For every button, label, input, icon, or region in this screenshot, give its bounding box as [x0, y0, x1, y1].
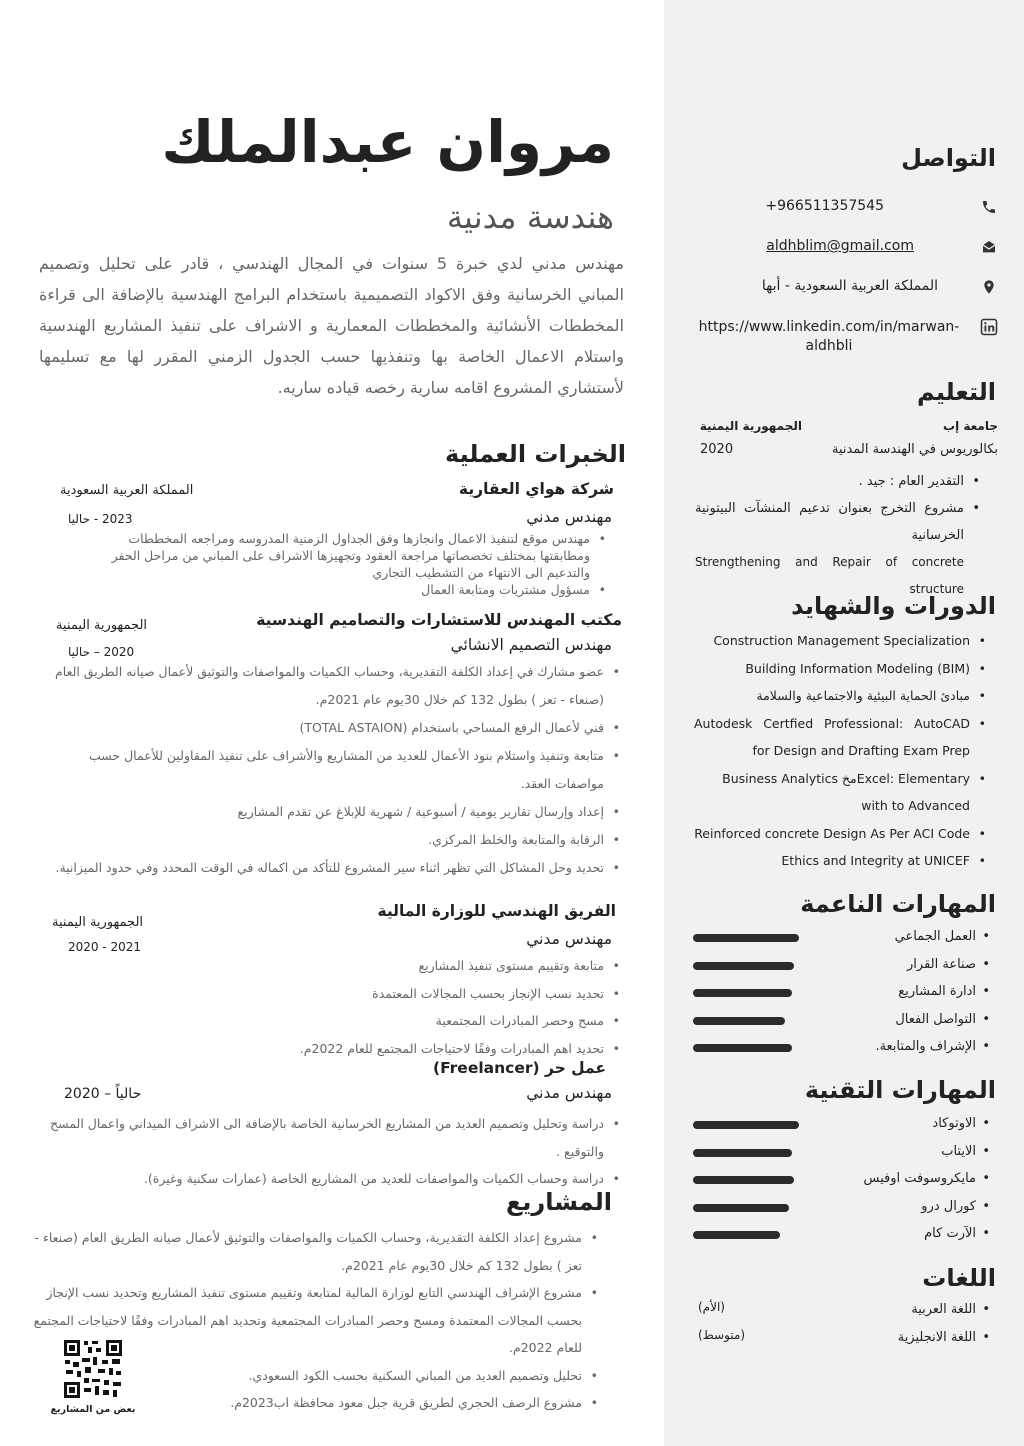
- job1-role: مهندس مدني: [526, 508, 612, 526]
- list-item: • مشروع إعداد الكلفة التقديرية، وحساب الكميات والمواصفات والتوثيق لأعمال صيانه الطريق العام (صنعاء - تعز ) بطول 132 كم خلال 30يوم عام 2021م.: [28, 1224, 598, 1279]
- courses-list: [694, 627, 986, 875]
- skill-name: • ادارة المشاريع: [898, 984, 976, 999]
- phone-text: +966511357545: [765, 198, 884, 214]
- candidate-name: مروان عبدالملك: [161, 108, 614, 176]
- skill-level-bar: [693, 962, 794, 970]
- projects-heading: المشاريع: [506, 1188, 612, 1216]
- list-item: • إعداد وإرسال تقارير يومية / أسبوعية / شهرية للإبلاغ عن تقدم المشاريع: [50, 798, 620, 826]
- list-item: • مسؤول مشتريات ومتابعة العمال: [86, 581, 606, 598]
- linkedin-link[interactable]: https://www.linkedin.com/in/marwan-aldhbli: [698, 319, 960, 354]
- skill-name: • العمل الجماعي: [895, 929, 976, 944]
- job1-company: شركة هواي العقارية: [458, 480, 614, 498]
- job1-bullets: [86, 530, 606, 598]
- skill-name: • مايكروسوفت اوفيس: [864, 1171, 977, 1186]
- list-item: • مبادئ الحماية البيئية والاجتماعية والسلامة: [694, 682, 986, 710]
- map-pin-icon: [978, 276, 1000, 298]
- job4-bullets: [50, 1110, 620, 1193]
- job2-location: الجمهورية اليمنية: [56, 618, 148, 633]
- list-item: • دراسة وتحليل وتصميم العديد من المشاريع الخرسانية الخاصة بالإضافة الى الاشراف الميداني واعمال المسح والتوقيع .: [50, 1110, 620, 1165]
- list-item: • دراسة وحساب الكميات والمواصفات للعديد من المشاريع الخاصة (عمارات سكنية وغيرة).: [50, 1165, 620, 1193]
- job3-role: مهندس مدني: [526, 930, 612, 948]
- linkedin-icon: [978, 316, 1000, 338]
- list-item: • تحديد نسب الإنجاز بحسب المجالات المعتمدة: [50, 980, 620, 1008]
- job4-company: عمل حر (Freelancer): [432, 1059, 606, 1077]
- skill-level-bar: [693, 1017, 785, 1025]
- university-name: جامعة إب: [943, 419, 998, 433]
- skill-level-bar: [693, 1231, 780, 1239]
- experience-heading: الخبرات العملية: [445, 440, 626, 468]
- list-item: • متابعة وتقييم مستوى تنفيذ المشاريع: [50, 952, 620, 980]
- skill-name: • التواصل الفعال: [895, 1012, 976, 1027]
- list-item: • Building Information Modeling (BIM): [694, 655, 986, 683]
- contact-phone-row: [690, 196, 1000, 220]
- list-item: • تحديد اهم المبادرات وفقًا لاحتياجات المجتمع للعام 2022م.: [50, 1035, 620, 1063]
- list-item: • تحديد وحل المشاكل التي تظهر اثناء سير المشروع للتأكد من اكماله في الوقت المحدد وفي حدود الميزانية.: [50, 854, 620, 882]
- list-item: • الرقابة والمتابعة والخلط المركزي.: [50, 826, 620, 854]
- contact-heading: التواصل: [901, 144, 996, 172]
- skill-level-bar: [693, 1149, 792, 1157]
- list-item: • Excel: Elementaryمخ Business Analytics with to Advanced: [694, 765, 986, 820]
- job4-date: حالياً – 2020: [64, 1086, 142, 1102]
- contact-location-row: [690, 276, 1000, 300]
- job2-company: مكتب المهندس للاستشارات والتصاميم الهندسية: [256, 611, 622, 629]
- tech-skills-heading: المهارات التقنية: [804, 1076, 996, 1104]
- envelope-icon: [978, 236, 1000, 258]
- qr-code-icon[interactable]: [62, 1338, 124, 1400]
- graduation-year: 2020: [700, 442, 734, 457]
- degree-name: بكالوريوس في الهندسة المدنية: [832, 442, 998, 457]
- contact-email-row: [690, 236, 1000, 260]
- skill-name: • الإشراف والمتابعة.: [875, 1039, 976, 1054]
- list-item: • مشروع الرصف الحجري لطريق قرية جبل معود محافظة اب2023م.: [28, 1389, 598, 1417]
- skill-level-bar: [693, 1121, 799, 1129]
- university-country: الجمهورية اليمنية: [699, 419, 802, 433]
- skill-level-bar: [693, 1044, 792, 1052]
- job3-location: الجمهورية اليمنية: [52, 915, 144, 930]
- list-item: • Autodesk Certfied Professional: AutoCAD for Design and Drafting Exam Prep: [694, 710, 986, 765]
- job2-date: 2020 – حاليا: [68, 645, 135, 659]
- languages-heading: اللغات: [922, 1264, 996, 1292]
- skill-name: • الايتاب: [941, 1144, 976, 1159]
- job2-role: مهندس التصميم الانشائي: [450, 636, 612, 654]
- list-item: • فني لأعمال الرفع المساحي باستخدام (TOTAL ASTAION): [50, 714, 620, 742]
- skill-level-bar: [693, 1204, 789, 1212]
- education-details: [695, 468, 980, 603]
- email-link[interactable]: aldhblim@gmail.com: [766, 238, 914, 254]
- list-item: • تحليل وتصميم العديد من المباني السكنية بحسب الكود السعودي.: [28, 1362, 598, 1390]
- contact-linkedin-row: [690, 316, 1000, 360]
- list-item: • Reinforced concrete Design As Per ACI Code: [694, 820, 986, 848]
- list-item: • التقدير العام : جيد .: [695, 468, 980, 495]
- list-item: • مشروع التخرج بعنوان تدعيم المنشآت البيتونية الخرسانية Strengthening and Repair of concrete structure: [695, 495, 980, 603]
- skill-name: • الاوتوكاد: [932, 1116, 976, 1131]
- job3-bullets: [50, 952, 620, 1062]
- skill-level-bar: [693, 934, 799, 942]
- location-text: المملكة العربية السعودية - أبها: [761, 278, 938, 294]
- job2-bullets: [50, 658, 620, 882]
- language-level: (الأم): [698, 1300, 725, 1314]
- education-heading: التعليم: [917, 378, 996, 406]
- list-item: • عضو مشارك في إعداد الكلفة التقديرية، وحساب الكميات والمواصفات والتوثيق لأعمال صيانه الطريق العام (صنعاء - تعز ) بطول 132 كم خلال 30يوم عام 2021م.: [50, 658, 620, 714]
- language-level: (متوسط): [698, 1328, 746, 1342]
- courses-heading: الدورات والشهايد: [791, 592, 996, 620]
- skill-level-bar: [693, 1176, 794, 1184]
- profile-summary: مهندس مدني لدي خبرة 5 سنوات في المجال الهندسي ، قادر على تحليل وتصميم المباني الخرسانية وفق الاكواد التصميمية باستخدام البرامج الهندسية بالإضافة الى قراءة المخططات الأنشائية والمخططات المعمارية و الاشراف على تنفيذ المشاريع الهندسية واستلام الاعمال الخاصة بها وتنفذيها حسب الجدول الزمني المقرر لها مع تسليمها لأستشاري المشروع اقامه سارية رخصه قياده ساريه.: [39, 254, 625, 397]
- phone-icon: [978, 196, 1000, 218]
- list-item: • مهندس موقع لتنفيذ الاعمال وانجازها وفق الجداول الزمنية المدروسه ومراجعه المخططات ومطابقتها بمختلف تخصصاتها مراجعة العقود وتجهيزها الاشراف على المباني من مراحل الحفر والتدعيم الى الانتهاء من التشطيب التجاري: [86, 530, 606, 581]
- skill-level-bar: [693, 989, 792, 997]
- list-item: • مسح وحصر المبادرات المجتمعية: [50, 1007, 620, 1035]
- job1-location: المملكة العربية السعودية: [60, 483, 194, 498]
- language-name: • اللغة الانجليزية: [898, 1330, 976, 1345]
- soft-skills-heading: المهارات الناعمة: [800, 890, 996, 918]
- skill-name: • صناعة القرار: [907, 957, 976, 972]
- list-item: • متابعة وتنفيذ واستلام بنود الأعمال للعديد من المشاريع والأشراف على تنفيذ المقاولين للأعمال حسب مواصفات العقد.: [50, 742, 620, 798]
- list-item: • مشروع الإشراف الهندسي التابع لوزارة المالية لمتابعة وتقييم مستوى تنفيذ المشاريع وتحديد نسب الإنجاز بحسب المجالات المعتمدة ومسح وحصر المبادرات المجتمعية وتحديد اهم المبادرات وفقًا لاحتياجات المجتمع للعام 2022م.: [28, 1279, 598, 1362]
- job3-company: الفريق الهندسي للوزارة المالية: [377, 902, 616, 920]
- qr-caption: بعض من المشاريع: [50, 1404, 136, 1415]
- skill-name: • الآرت كام: [924, 1226, 976, 1241]
- job1-date: 2023 - حاليا: [68, 512, 133, 526]
- list-item: • Construction Management Specialization: [694, 627, 986, 655]
- job-title: هندسة مدنية: [446, 198, 614, 236]
- job3-date: 2021 - 2020: [68, 940, 142, 954]
- job4-role: مهندس مدني: [526, 1084, 612, 1102]
- language-name: • اللغة العربية: [911, 1302, 976, 1317]
- skill-name: • كورال درو: [921, 1199, 976, 1214]
- list-item: • Ethics and Integrity at UNICEF: [694, 847, 986, 875]
